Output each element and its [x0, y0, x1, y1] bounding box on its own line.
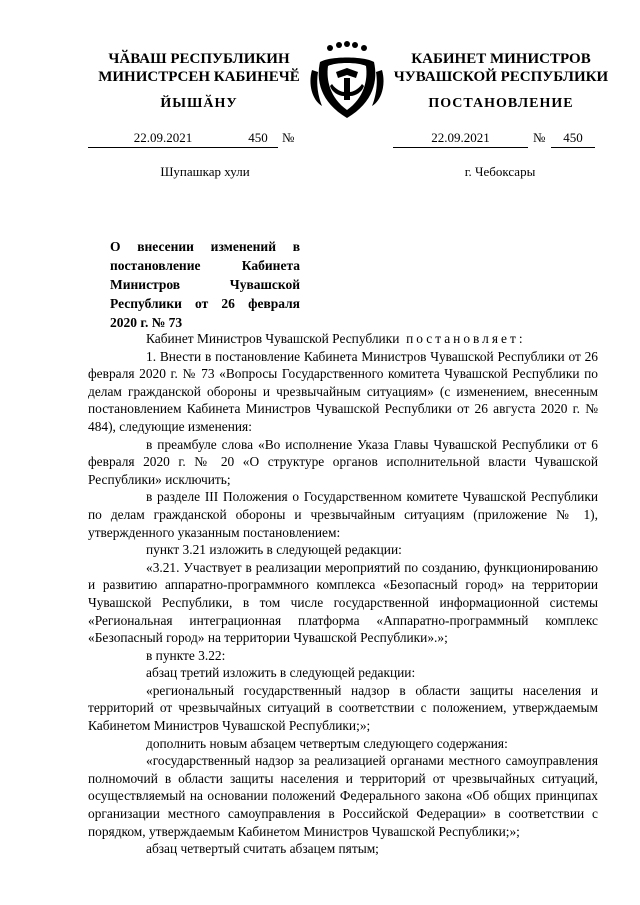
date-left: 22.09.2021 — [88, 130, 238, 148]
number-left: 450 — [238, 130, 278, 148]
date-line-left — [88, 130, 310, 148]
intro-verb: постановляет: — [406, 331, 526, 346]
header-left-line1: ЧӐВАШ РЕСПУБЛИКИН — [108, 51, 290, 67]
body-paragraph: в разделе III Положения о Государственном комитете Чувашской Республики по делам гражданской обороны и чрезвычайным ситуациям (приложение № 1), утвержденного указанным постановлением: — [88, 489, 598, 540]
body-paragraph: «региональный государственный надзор в области защиты населения и территорий от чрезвычайных ситуаций в соответствии с положением, утверждаемым Кабинетом Министров Чувашской Республики;»; — [88, 682, 598, 734]
intro-lead: Кабинет Министров Чувашской Республики — [146, 331, 400, 346]
body-paragraph: «государственный надзор за реализацией органами местного самоуправления полномочий в области защиты населения и территорий от чрезвычайных ситуаций, осуществляемый на основании положений Федерального закона «Об общих принципах организации местного самоуправления в Российской Федерации» в соответствии с порядком, утверждаемым Кабинетом Министров Чувашской Республики;»; — [88, 753, 598, 839]
date-right: 22.09.2021 — [393, 130, 528, 148]
body-paragraph: в пункте 3.22: — [146, 647, 226, 663]
city-right: г. Чебоксары — [464, 164, 536, 179]
doc-type-right: ПОСТАНОВЛЕНИЕ — [428, 96, 574, 111]
document-body — [88, 330, 598, 858]
document-subject: О внесении изменений в постановление Кабинета Министров Чувашской Республики от 26 февраля 2020 г. № 73 — [110, 239, 300, 330]
header-left-line2: МИНИСТРСЕН КАБИНЕЧӖ — [98, 69, 300, 85]
body-paragraph: 1. Внести в постановление Кабинета Министров Чувашской Республики от 26 февраля 2020 г. № 73 «Вопросы Государственного комитета Чувашской Республики по делам гражданской обороны и чрезвычайным ситуациям» (с изменением, внесенным постановлением Кабинета Министров Чувашской Республики от 26 августа 2020 г. № 484), следующие изменения: — [88, 348, 598, 434]
body-paragraph: абзац четвертый считать абзацем пятым; — [146, 841, 379, 857]
header-right-authority — [390, 50, 612, 86]
doc-type-left: ЙЫШӐНУ — [160, 96, 238, 111]
body-paragraph: «3.21. Участвует в реализации мероприятий по созданию, функционированию и развитию аппаратно-программного комплекса «Безопасный город» на территории Чувашской Республики, в том числе государственной информационной системы «Региональная интеграционная платформа «Аппаратно-программный комплекс «Безопасный город» на территории Чувашской Республики».»; — [88, 559, 598, 646]
header-right-line1: КАБИНЕТ МИНИСТРОВ — [411, 51, 591, 67]
city-left: Шупашкар хули — [160, 164, 250, 179]
number-sign-right: № — [533, 130, 546, 145]
header-right-line2: ЧУВАШСКОЙ РЕСПУБЛИКИ — [393, 69, 609, 85]
number-right: 450 — [551, 130, 595, 148]
body-paragraph: в преамбуле слова «Во исполнение Указа Главы Чувашской Республики от 6 февраля 2020 г. № 20 «О структуре органов исполнительной власти Чувашской Республики» исключить; — [88, 436, 598, 487]
intro-paragraph — [88, 330, 598, 348]
body-paragraph: абзац третий изложить в следующей редакции: — [146, 665, 416, 681]
number-sign-left: № — [282, 130, 295, 145]
body-paragraph: дополнить новым абзацем четвертым следующего содержания: — [146, 735, 508, 751]
chuvash-emblem-icon — [306, 40, 388, 122]
date-line-right — [393, 130, 603, 148]
header-left-authority — [88, 50, 310, 86]
body-paragraph: пункт 3.21 изложить в следующей редакции: — [146, 542, 402, 558]
